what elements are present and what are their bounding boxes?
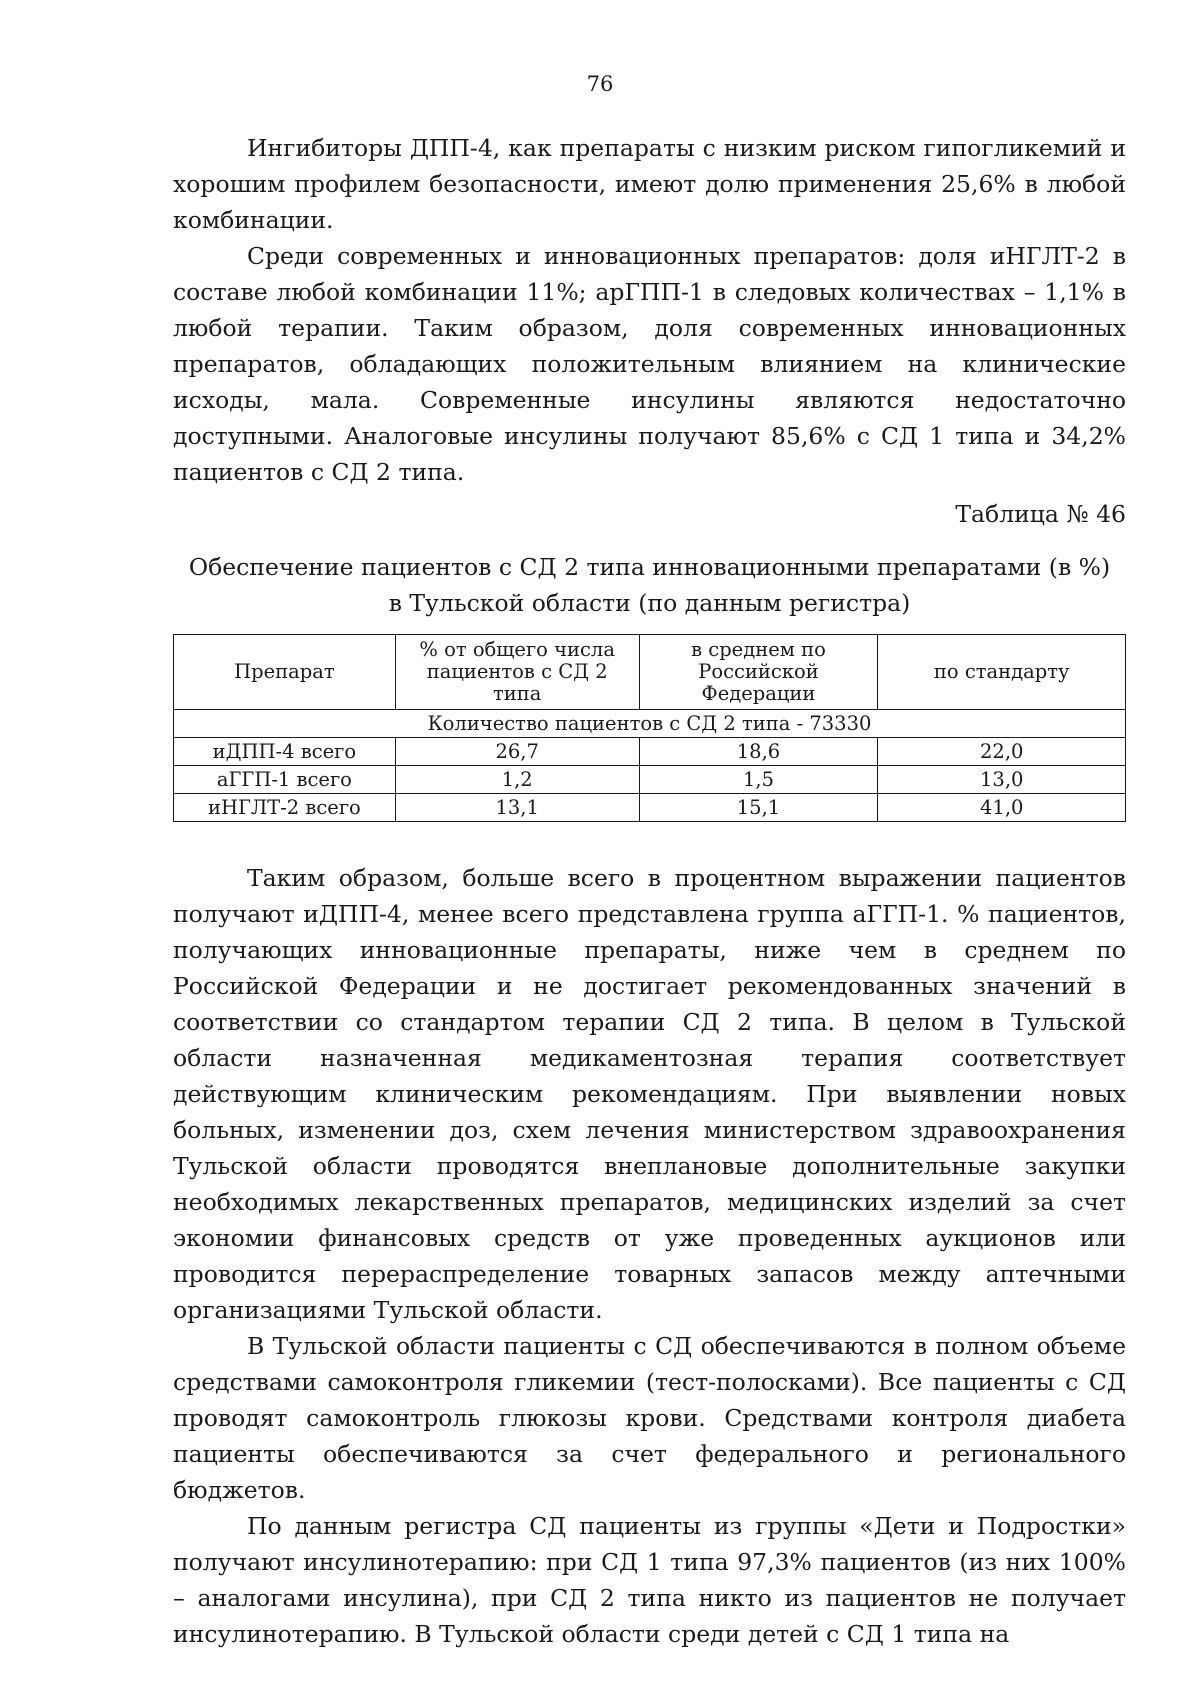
- table-row: [174, 738, 1126, 766]
- data-table: [173, 634, 1126, 822]
- column-header: по стандарту: [878, 635, 1126, 710]
- paragraph: В Тульской области пациенты с СД обеспечиваются в полном объеме средствами самоконтроля гликемии (тест-полосками). Все пациенты с СД проводят самоконтроль глюкозы крови. Средствами контроля диабета пациенты обеспечиваются за счет федерального и регионального бюджетов.: [173, 1332, 1126, 1504]
- column-header: в среднем по Российской Федерации: [639, 635, 878, 710]
- table-subheader-row: [174, 710, 1126, 738]
- table-caption-line: Обеспечение пациентов с СД 2 типа инновационными препаратами (в %): [188, 553, 1111, 581]
- paragraph: Таким образом, больше всего в процентном выражении пациентов получают иДПП-4, менее всего представлена группа аГГП-1. % пациентов, получающих инновационные препараты, ниже чем в среднем по Российской Федерации и не достигает рекомендованных значений в соответствии со стандартом терапии СД 2 типа. В целом в Тульской области назначенная медикаментозная терапия соответствует действующим клиническим рекомендациям. При выявлении новых больных, изменении доз, схем лечения министерством здравоохранения Тульской области проводятся внеплановые дополнительные закупки необходимых лекарственных препаратов, медицинских изделий за счет экономии финансовых средств от уже проведенных аукционов или проводится перераспределение товарных запасов между аптечными организациями Тульской области.: [173, 864, 1126, 1324]
- table-cell: иДПП-4 всего: [174, 738, 396, 766]
- table-caption: [173, 549, 1126, 621]
- table-cell: 18,6: [639, 738, 878, 766]
- paragraph: По данным регистра СД пациенты из группы «Дети и Подростки» получают инсулинотерапию: при СД 1 типа 97,3% пациентов (из них 100% – аналогами инсулина), при СД 2 типа никто из пациентов не получает инсулинотерапию. В Тульской области среди детей с СД 1 типа на: [173, 1512, 1126, 1648]
- table-row: [174, 794, 1126, 822]
- paragraph: Среди современных и инновационных препаратов: доля иНГЛТ-2 в составе любой комбинации 11%; арГПП-1 в следовых количествах – 1,1% в любой терапии. Таким образом, доля современных инновационных препаратов, обладающих положительным влиянием на клинические исходы, мала. Современные инсулины являются недостаточно доступными. Аналоговые инсулины получают 85,6% с СД 1 типа и 34,2% пациентов с СД 2 типа.: [173, 242, 1126, 486]
- table-cell: 15,1: [639, 794, 878, 822]
- text-block-bottom: [173, 860, 1126, 1652]
- table-cell: 1,2: [395, 766, 639, 794]
- page-number: 76: [586, 72, 614, 96]
- table-cell: 22,0: [878, 738, 1126, 766]
- table-caption-line: в Тульской области (по данным регистра): [388, 589, 911, 617]
- table-cell: иНГЛТ-2 всего: [174, 794, 396, 822]
- table-cell: аГГП-1 всего: [174, 766, 396, 794]
- column-header: Препарат: [174, 635, 396, 710]
- table-cell: 26,7: [395, 738, 639, 766]
- paragraph: Ингибиторы ДПП-4, как препараты с низким риском гипогликемий и хорошим профилем безопасности, имеют долю применения 25,6% в любой комбинации.: [173, 134, 1126, 234]
- table-cell: 13,1: [395, 794, 639, 822]
- table-cell: 1,5: [639, 766, 878, 794]
- table-header-row: [174, 635, 1126, 710]
- text-block-top: [173, 130, 1126, 490]
- table-cell: 41,0: [878, 794, 1126, 822]
- table-cell: 13,0: [878, 766, 1126, 794]
- table-row: [174, 766, 1126, 794]
- column-header: % от общего числа пациентов с СД 2 типа: [395, 635, 639, 710]
- table-subheader: Количество пациентов с СД 2 типа - 73330: [174, 710, 1126, 738]
- table-label: Таблица № 46: [955, 500, 1126, 528]
